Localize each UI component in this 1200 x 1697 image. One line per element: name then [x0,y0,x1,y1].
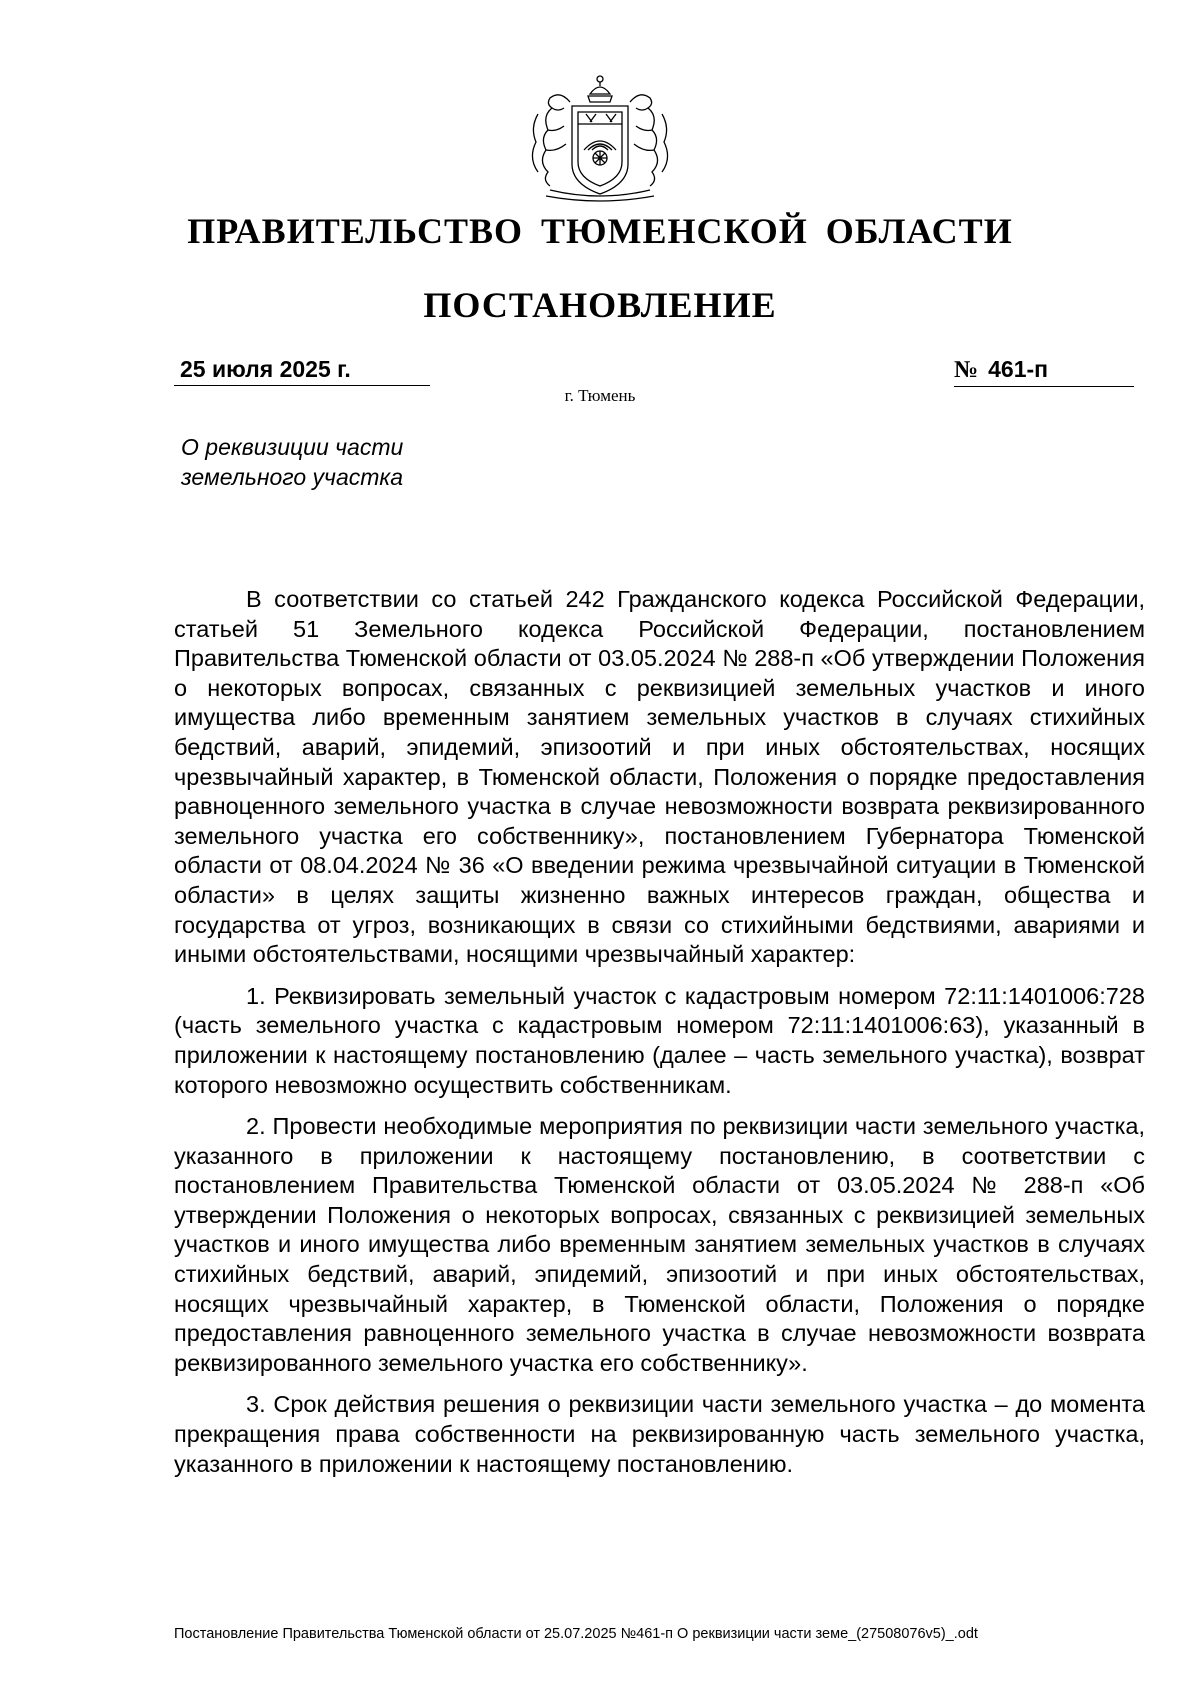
number-sign: № [954,357,979,383]
subject-line-1: О реквизиции части [181,434,404,460]
document-footer: Постановление Правительства Тюменской области от 25.07.2025 №461-п О реквизиции части земе_(27508076v5)_.odt [174,1626,978,1642]
document-number [954,356,1134,387]
preamble-paragraph: В соответствии со статьей 242 Гражданского кодекса Российской Федерации, статьей 51 Земельного кодекса Российской Федерации, постановлением Правительства Тюменской области от 03.05.2024 № 288-п «Об утверждении Положения о некоторых вопросах, связанных с реквизицией земельных участков и иного имущества либо временным занятием земельных участков в случаях стихийных бедствий, аварий, эпидемий, эпизоотий и при иных обстоятельствах, носящих чрезвычайный характер, в Тюменской области, Положения о порядке предоставления равноценного земельного участка в случае невозможности возврата реквизированного земельного участка его собственнику», постановлением Губернатора Тюменской области от 08.04.2024 № 36 «О введении режима чрезвычайной ситуации в Тюменской области» в целях защиты жизненно важных интересов граждан, общества и государства от угроз, возникающих в связи со стихийными бедствиями, авариями и иными обстоятельствами, носящими чрезвычайный характер: [174,586,1145,968]
clause-2-paragraph: 2. Провести необходимые мероприятия по реквизиции части земельного участка, указанного в приложении к настоящему постановлению, в соответствии с постановлением Правительства Тюменской области от 03.05.2024 № 288-п «Об утверждении Положения о некоторых вопросах, связанных с реквизицией земельных участков и иного имущества либо временным занятием земельных участков в случаях стихийных бедствий, аварий, эпидемий, эпизоотий и при иных обстоятельствах, носящих чрезвычайный характер, в Тюменской области, Положения о порядке предоставления равноценного земельного участка в случае невозможности возврата реквизированного земельного участка его собственнику». [174,1113,1145,1376]
government-title: ПРАВИТЕЛЬСТВО ТЮМЕНСКОЙ ОБЛАСТИ [187,211,1013,251]
document-date: 25 июля 2025 г. [174,356,430,386]
document-number-value: 461-п [988,356,1049,382]
coat-of-arms-icon [520,72,680,204]
document-city: г. Тюмень [564,386,636,405]
document-subject [181,432,481,492]
document-type-title: ПОСТАНОВЛЕНИЕ [423,285,777,325]
document-body [174,585,1145,1491]
clause-1-paragraph: 1. Реквизировать земельный участок с кадастровым номером 72:11:1401006:728 (часть земельного участка с кадастровым номером 72:11:1401006:63), указанный в приложении к настоящему постановлению (далее – часть земельного участка), возврат которого невозможно осуществить собственникам. [174,982,1145,1098]
subject-line-2: земельного участка [181,464,404,490]
clause-3-paragraph: 3. Срок действия решения о реквизиции части земельного участка – до момента прекращения права собственности на реквизированную часть земельного участка, указанного в приложении к настоящему постановлению. [174,1391,1145,1477]
